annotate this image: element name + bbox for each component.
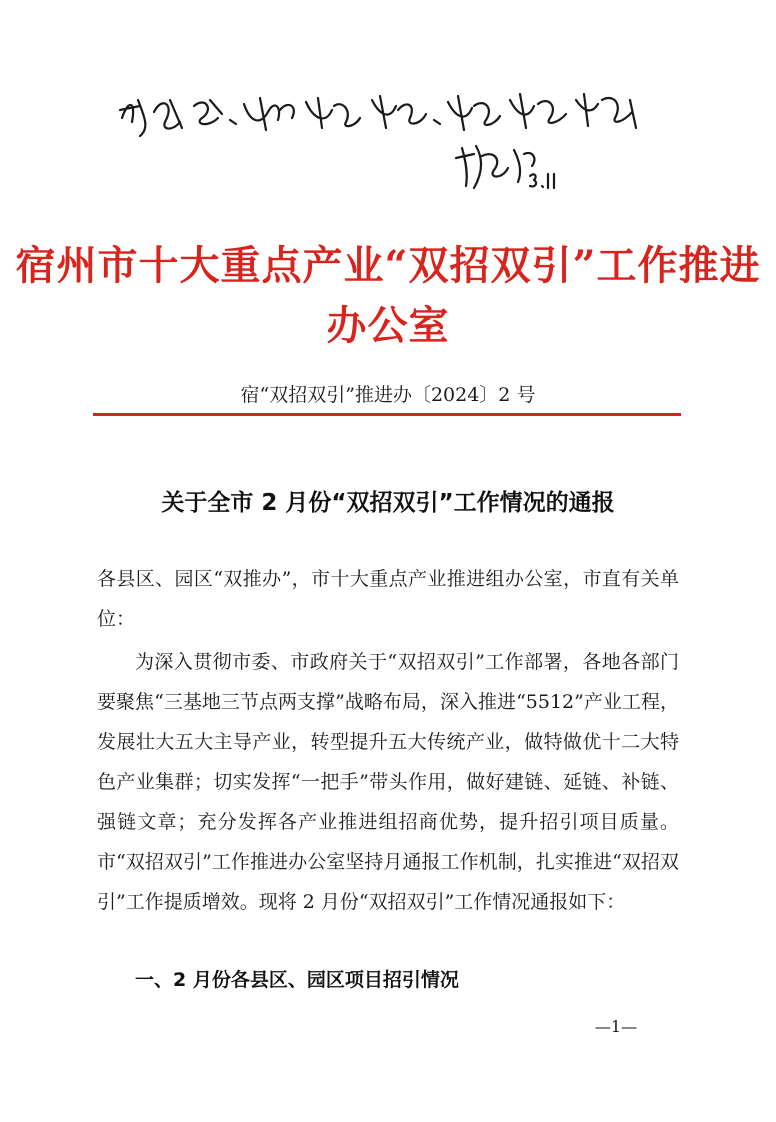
body-paragraph: 为深入贯彻市委、市政府关于“双招双引”工作部署，各地各部门要聚焦“三基地三节点两支撑”战略布局，深入推进“5512”产业工程，发展壮大五大主导产业，转型提升五大传统产业，做特做优十二大特色产业集群；切实发挥“一把手”带头作用，做好建链、延链、补链、强链文章；充分发挥各产业推进组招商优势，提升招引项目质量。市“双招双引”工作推进办公室坚持月通报工作机制，扎实推进“双招双引”工作提质增效。现将 2 月份“双招双引”工作情况通报如下： (97, 651, 679, 913)
document-number: 宿“双招双引”推进办〔2024〕2 号 (240, 384, 536, 406)
document-title: 关于全市 2 月份“双招双引”工作情况的通报 (161, 490, 615, 516)
page-number: —1— (594, 1017, 638, 1036)
handwritten-annotation (110, 70, 670, 200)
addressee-line: 各县区、园区“双推办”，市十大重点产业推进组办公室，市直有关单位： (97, 568, 679, 630)
red-divider-line (93, 413, 681, 416)
section-heading: 一、2 月份各县区、园区项目招引情况 (135, 969, 459, 991)
issuing-organization-header: 宿州市十大重点产业“双招双引”工作推进办公室 (15, 242, 761, 349)
